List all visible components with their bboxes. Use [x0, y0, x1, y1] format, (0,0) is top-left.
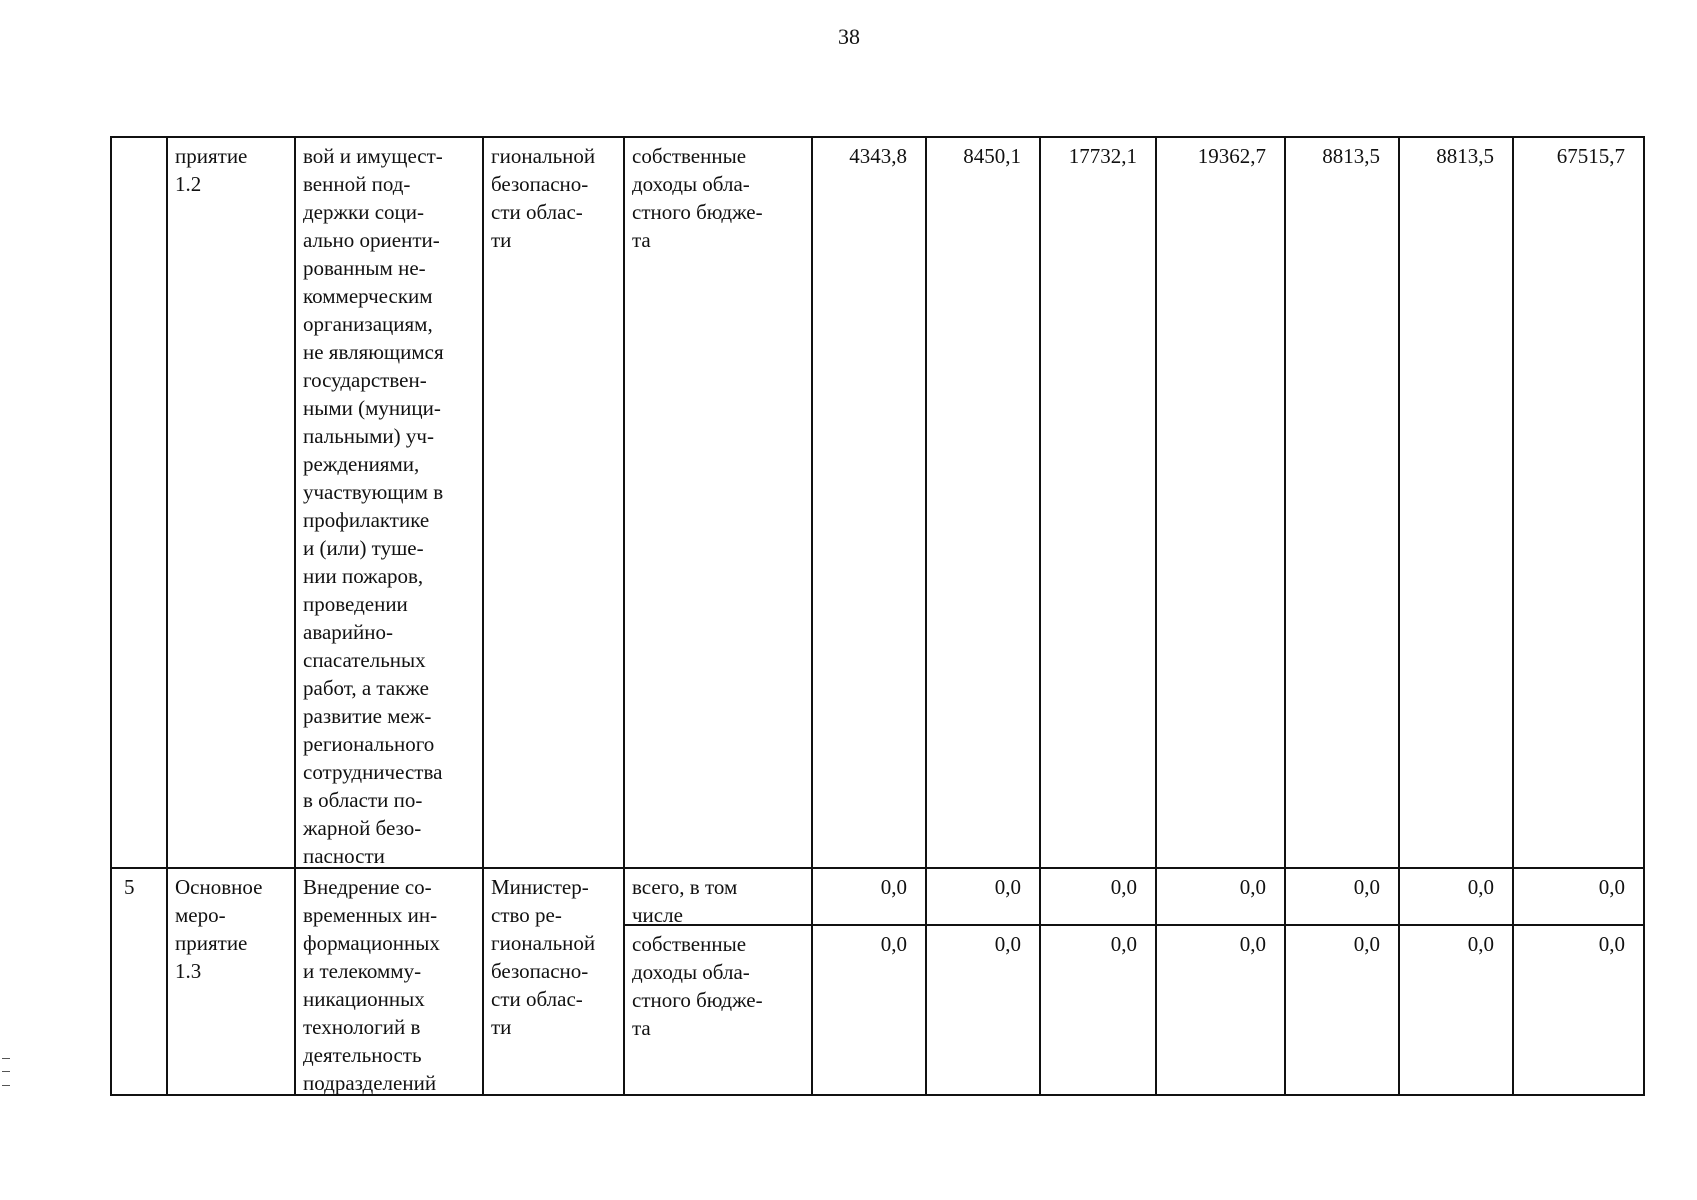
column-border — [1643, 136, 1645, 1096]
funding-source: всего, в том числе — [632, 875, 738, 927]
funding-value: 17732,1 — [1068, 144, 1137, 168]
scan-mark — [2, 1058, 10, 1086]
executor: гиональной безопасно- сти облас- ти — [491, 144, 596, 252]
funding-value: 67515,7 — [1556, 144, 1625, 168]
activity-name: Основное меро- приятие 1.3 — [175, 875, 263, 983]
funding-value: 0,0 — [1110, 875, 1137, 899]
funding-value: 0,0 — [1598, 875, 1625, 899]
funding-source: собственные доходы обла- стного бюдже- та — [632, 932, 763, 1040]
funding-value: 0,0 — [1239, 875, 1266, 899]
funding-value: 0,0 — [1110, 932, 1137, 956]
funding-value: 0,0 — [1598, 932, 1625, 956]
activity-description: Внедрение со- временных ин- формационных и телекомму- никационных технологий в деятельность подразделений — [303, 875, 440, 1095]
funding-value: 0,0 — [1353, 875, 1380, 899]
column-border — [110, 136, 112, 1096]
funding-value: 0,0 — [994, 932, 1021, 956]
activity-name: приятие 1.2 — [175, 144, 248, 196]
page-number: 38 — [838, 24, 860, 49]
funding-value: 0,0 — [1467, 875, 1494, 899]
column-border — [482, 136, 484, 1096]
column-border — [294, 136, 296, 1096]
funding-value: 0,0 — [1353, 932, 1380, 956]
funding-source: собственные доходы обла- стного бюдже- та — [632, 144, 763, 252]
column-border — [166, 136, 168, 1096]
activity-description: вой и имущест- венной под- держки соци- ально ориенти- рованным не- коммерческим организациям, не являющимся государствен- ными (муници- пальными) уч- реждениями, участвующим в профилактике и (или) туше- нии пожаров, проведении аварийно- спасательных работ, а также развитие меж- регионального сотрудничества в области по- жарной безо- пасности — [303, 144, 444, 868]
funding-value: 8813,5 — [1322, 144, 1380, 168]
funding-value: 0,0 — [880, 875, 907, 899]
funding-value: 0,0 — [1239, 932, 1266, 956]
funding-value: 8450,1 — [963, 144, 1021, 168]
table-top-border — [110, 136, 1645, 138]
funding-value: 4343,8 — [849, 144, 907, 168]
column-border — [623, 136, 625, 1096]
funding-value: 0,0 — [1467, 932, 1494, 956]
subrow-divider — [623, 924, 1645, 926]
row-number: 5 — [124, 875, 135, 899]
funding-value: 0,0 — [994, 875, 1021, 899]
funding-value: 8813,5 — [1436, 144, 1494, 168]
executor: Министер- ство ре- гиональной безопасно- сти облас- ти — [491, 875, 596, 1039]
funding-value: 0,0 — [880, 932, 907, 956]
funding-value: 19362,7 — [1197, 144, 1266, 168]
